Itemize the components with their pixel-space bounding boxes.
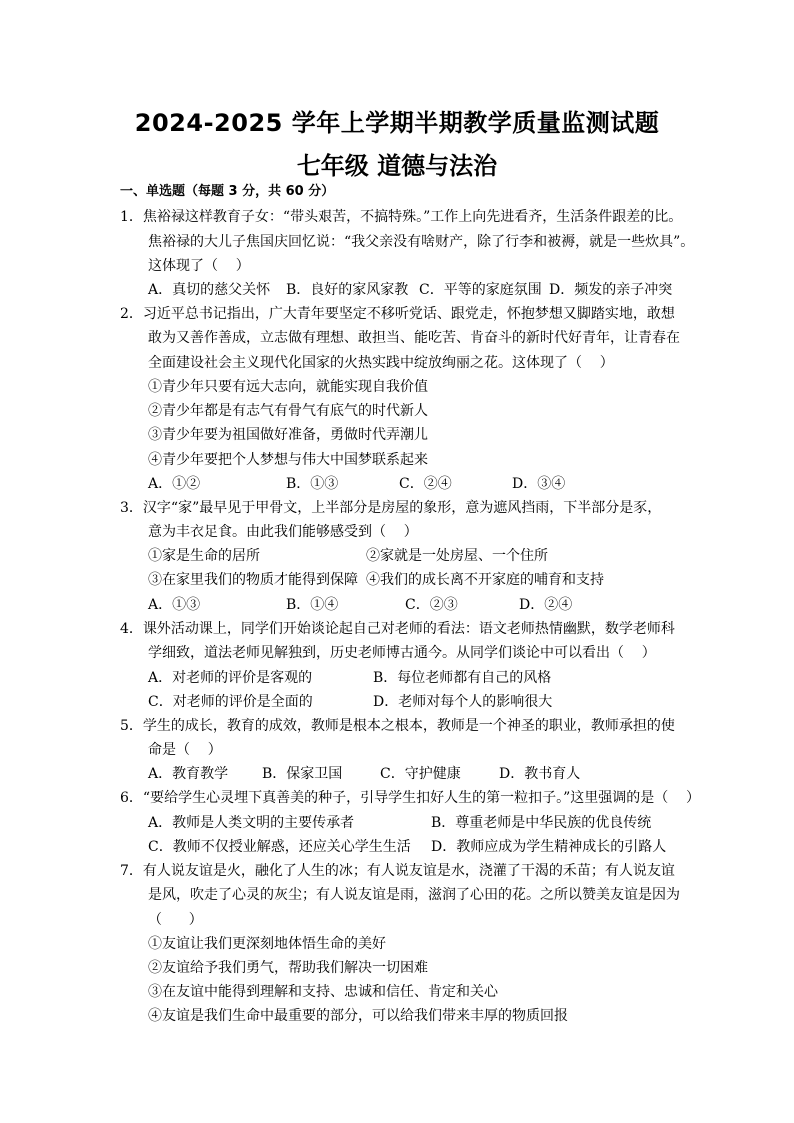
q5-option-a: A．教育教学 bbox=[148, 766, 229, 782]
q3-stem-line1: 3．汉字“家”最早见于甲骨文，上半部分是房屋的象形，意为遮风挡雨，下半部分是豕， bbox=[120, 500, 662, 516]
q5-stem-line1: 5．学生的成长，教育的成效，教师是根本之根本，教师是一个神圣的职业，教师承担的使 bbox=[120, 718, 675, 734]
q6-stem-line1: 6．“要给学生心灵埋下真善美的种子，引导学生扣好人生的第一粒扣子。”这里强调的是（ ） bbox=[120, 790, 701, 806]
q7-statement-1: ①友谊让我们更深刻地体悟生命的美好 bbox=[148, 936, 386, 952]
q2-option-a: A．①② bbox=[148, 476, 201, 492]
q6-option-d: D．教师应成为学生精神成长的引路人 bbox=[431, 839, 667, 855]
q2-option-d: D．③④ bbox=[512, 476, 566, 492]
q2-option-c: C．②④ bbox=[399, 476, 452, 492]
page-subtitle: 七年级 道德与法治 bbox=[296, 152, 498, 180]
q1-option-b: B．良好的家风家教 bbox=[286, 282, 409, 298]
q4-option-c: C．对老师的评价是全面的 bbox=[148, 694, 313, 710]
q6-option-c: C．教师不仅授业解惑，还应关心学生生活 bbox=[148, 839, 411, 855]
q6-option-b: B．尊重老师是中华民族的优良传统 bbox=[431, 815, 652, 831]
q3-option-d: D．②④ bbox=[519, 597, 573, 613]
q3-statement-2: ②家就是一处房屋、一个住所 bbox=[366, 548, 548, 564]
q3-option-a: A．①③ bbox=[148, 597, 201, 613]
section-heading: 一、单选题（每题 3 分，共 60 分） bbox=[120, 184, 335, 199]
q5-option-c: C．守护健康 bbox=[380, 766, 461, 782]
q2-statement-2: ②青少年都是有志气有骨气有底气的时代新人 bbox=[148, 403, 428, 419]
q7-statement-4: ④友谊是我们生命中最重要的部分，可以给我们带来丰厚的物质回报 bbox=[148, 1008, 568, 1024]
q1-option-d: D．频发的亲子冲突 bbox=[549, 282, 673, 298]
q2-statement-3: ③青少年要为祖国做好准备，勇做时代弄潮儿 bbox=[148, 427, 428, 443]
q1-stem-line1: 1．焦裕禄这样教育子女：“带头艰苦，不搞特殊。”工作上向先进看齐，生活条件跟差的比。 bbox=[120, 209, 683, 225]
q7-stem-line3: （ ） bbox=[148, 912, 203, 928]
q2-stem-line2: 敢为又善作善成，立志做有理想、敢担当、能吃苦、肯奋斗的新时代好青年，让青春在 bbox=[148, 330, 680, 346]
q2-statement-1: ①青少年只要有远大志向，就能实现自我价值 bbox=[148, 379, 428, 395]
q3-statement-4: ④我们的成长离不开家庭的哺育和支持 bbox=[366, 572, 604, 588]
q1-stem-line2: 焦裕禄的大儿子焦国庆回忆说：“我父亲没有啥财产，除了行李和被褥，就是一些炊具”。 bbox=[148, 234, 695, 250]
q4-stem-line2: 学细致，道法老师见解独到，历史老师博古通今。从同学们谈论中可以看出（ ） bbox=[148, 645, 656, 661]
q4-option-b: B．每位老师都有自己的风格 bbox=[373, 670, 552, 686]
q7-statement-2: ②友谊给予我们勇气，帮助我们解决一切困难 bbox=[148, 960, 428, 976]
q2-statement-4: ④青少年要把个人梦想与伟大中国梦联系起来 bbox=[148, 452, 428, 468]
q7-statement-3: ③在友谊中能得到理解和支持、忠诚和信任、肯定和关心 bbox=[148, 984, 498, 1000]
q2-stem-line1: 2．习近平总书记指出，广大青年要坚定不移听党话、跟党走，怀抱梦想又脚踏实地，敢想 bbox=[120, 306, 675, 322]
q3-option-b: B．①④ bbox=[286, 597, 339, 613]
q4-option-a: A．对老师的评价是客观的 bbox=[148, 670, 313, 686]
q3-option-c: C．②③ bbox=[405, 597, 458, 613]
q1-option-a: A．真切的慈父关怀 bbox=[148, 282, 271, 298]
q2-option-b: B．①③ bbox=[286, 476, 339, 492]
q5-option-d: D．教书育人 bbox=[499, 766, 581, 782]
q3-stem-line2: 意为丰衣足食。由此我们能够感受到（ ） bbox=[148, 524, 418, 540]
q5-stem-line2: 命是（ ） bbox=[148, 742, 222, 758]
q6-option-a: A．教师是人类文明的主要传承者 bbox=[148, 815, 355, 831]
q7-stem-line2: 是风，吹走了心灵的灰尘；有人说友谊是雨，滋润了心田的花。之所以赞美友谊是因为 bbox=[148, 887, 680, 903]
q2-stem-line3: 全面建设社会主义现代化国家的火热实践中绽放绚丽之花。这体现了（ ） bbox=[148, 355, 614, 371]
q1-option-c: C．平等的家庭氛围 bbox=[419, 282, 542, 298]
page-title: 2024-2025 学年上学期半期教学质量监测试题 bbox=[134, 109, 660, 137]
q4-stem-line1: 4．课外活动课上，同学们开始谈论起自己对老师的看法：语文老师热情幽默，数学老师科 bbox=[120, 621, 675, 637]
q3-statement-1: ①家是生命的居所 bbox=[148, 548, 260, 564]
q1-stem-line3: 这体现了（ ） bbox=[148, 258, 250, 274]
q4-option-d: D．老师对每个人的影响很大 bbox=[373, 694, 553, 710]
q7-stem-line1: 7．有人说友谊是火，融化了人生的冰；有人说友谊是水，浇灌了干渴的禾苗；有人说友谊 bbox=[120, 863, 675, 879]
q5-option-b: B．保家卫国 bbox=[262, 766, 343, 782]
q3-statement-3: ③在家里我们的物质才能得到保障 bbox=[148, 572, 358, 588]
